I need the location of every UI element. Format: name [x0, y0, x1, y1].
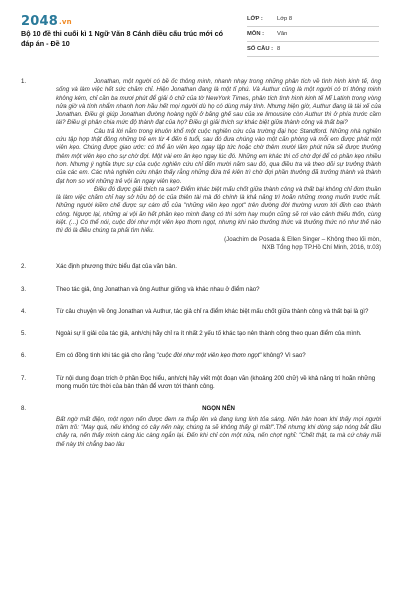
question-6	[21, 352, 381, 360]
info-row-subject	[247, 27, 379, 42]
question-number: 5.	[21, 330, 27, 338]
header	[0, 0, 400, 58]
passage-paragraph-1: Jonathan, một người có bề ốc thông minh, nhanh nhạy trong những phân tích về tình hình kinh tế, ông sống và làm việc hết sức chăm chỉ. Hiện Jonathan đang là một tỉ phú. Và Authur cũng là một người có trí thông minh không kém, chỉ cần ba mươi phút để giải ô chữ của tờ NewYork Times, phân tích tình hình kinh tế Mĩ Latinh trong vòng nửa giờ và tính nhẩm nhanh hơn hầu hết mọi người dù họ có dùng máy tính. Nhưng hiện giờ, Authur đang là tài xế của Jonathan. Điều gì giúp Jonathan đường hoàng ngồi ở băng ghế sau của xe limousine còn Authur thì ở phía trước cầm lái? Điều gì phân chia mức độ thành đạt của họ? Điều gì giải thích sự khác biệt giữa thành công và thất bại?	[56, 78, 381, 127]
question-number: 8.	[21, 405, 27, 413]
question-3	[21, 286, 381, 294]
passage-paragraph-3: Điều đó được giải thích ra sao? Điểm khác biệt mấu chốt giữa thành công và thất bại không chỉ đơn thuần là làm việc chăm chỉ hay sở hữu bộ óc của thiên tài mà đó chính là khả năng trì hoãn những mong muốn trước mắt. Những người kiềm chế được sự cám dỗ của "những viên kẹo ngọt" trên đường đời thường vươn tới đỉnh cao thành công. Ngược lại, những ai vội ăn hết phần kẹo mình đang có thì sớm hay muộn cũng sẽ rơi vào cảnh thiếu thốn, cùng kiệt. (...) Có thể nói, cuộc đời như một viên kẹo thơm ngọt, nhưng khi nào thưởng thức và thưởng thức nó như thế nào thì đó là điều chúng ta phải tìm hiểu.	[56, 185, 381, 235]
passage-paragraph-2: Câu trả lời nằm trong khuôn khổ một cuộc nghiên cứu của trường đại học Standford. Những nhà nghiên cứu tập hợp thật đông những trẻ em từ 4 đến 6 tuổi, sau đó đưa chúng vào một căn phòng và mỗi em được phát một viên kẹo. Chúng được giao ước: có thể ăn viên kẹo ngay lập tức hoặc chờ thêm mười lăm phút nữa sẽ được thưởng thêm một viên kẹo cho sự chờ đợi. Một vài em ăn kẹo ngay lúc đó. Những em khác thì cố chờ đợi để có phần kẹo nhiều hơn. Nhưng ý nghĩa thực sự của cuộc nghiên cứu chỉ đến mười năm sau đó, qua điều tra và theo dõi sự trưởng thành của các em. Các nhà nghiên cứu nhận thấy rằng những đứa trẻ kiên trì chờ đợi phần thưởng đã trưởng thành và thành đạt hơn so với những trẻ vội ăn ngay viên kẹo.	[56, 127, 381, 185]
question-number: 4.	[21, 307, 27, 315]
logo-number: 2048	[21, 14, 58, 29]
question-8	[21, 405, 381, 448]
question-text: Theo tác giả, ông Jonathan và ông Authur giống và khác nhau ở điểm nào?	[56, 285, 260, 293]
question-number: 1.	[21, 78, 27, 85]
question-text-start: Em có đồng tình khi tác giả cho rằng "	[56, 352, 159, 360]
question-2	[21, 263, 381, 271]
question-number: 3.	[21, 285, 27, 293]
question-1	[21, 78, 381, 252]
question-7	[21, 375, 381, 392]
question-text: Từ nội dung đoạn trích ở phần Đọc hiểu, anh/chị hãy viết một đoạn văn (khoảng 200 chữ) về khả năng trì hoãn những mong muốn tức thời của bản thân để vươn tới thành công.	[56, 374, 376, 391]
logo-extension: .vn	[58, 18, 72, 26]
info-value: 8	[277, 46, 281, 52]
info-key: SỐ CÂU :	[247, 46, 274, 52]
question-number: 7.	[21, 374, 27, 382]
passage-source-line-2: NXB Tổng hợp TP.Hồ Chí Minh, 2016, tr.03)	[262, 243, 381, 251]
question-quote: cuộc đời như một viên kẹo thơm ngọt	[158, 352, 260, 360]
question-5	[21, 330, 381, 338]
question-text: Xác định phương thức biểu đạt của văn bản.	[56, 263, 177, 271]
info-table	[247, 12, 379, 57]
story-text: Bất ngờ mất điện, một ngọn nến được đem ra thắp lên và đang lung linh tỏa sáng. Nến hân hoan khi thấy mọi người trầm trồ: "May quá, nếu không có cây nến này, chúng ta sẽ không thấy gì mất!".Thế nhưng khi dòng sáp nóng bắt đầu chảy ra, nến thấy mình càng lúc càng ngắn lại. Đến khi chỉ còn một nửa, nến chợt nghĩ: "Chết thật, ta mà cứ cháy mãi thế này thì chẳng bao lâu	[56, 415, 381, 448]
info-value: Văn	[277, 31, 288, 37]
site-logo[interactable]	[21, 14, 72, 29]
info-row-class	[247, 12, 379, 27]
questions-list	[21, 78, 381, 449]
question-number: 2.	[21, 263, 27, 271]
passage-source-line-1: (Joachim de Posada & Ellen Singer – Không theo lối mòn,	[224, 235, 381, 243]
info-row-count	[247, 42, 379, 57]
story-title: NGỌN NẾN	[202, 405, 235, 413]
question-text-end: " không? Vì sao?	[259, 352, 306, 360]
info-value: Lớp 8	[277, 16, 293, 22]
info-key: MÔN :	[247, 31, 265, 37]
question-4	[21, 308, 381, 316]
question-text: Từ câu chuyện về ông Jonathan và Authur, tác giả chỉ ra điểm khác biệt mấu chốt giữa thành công và thất bại là gì?	[56, 307, 369, 315]
info-key: LỚP :	[247, 16, 263, 22]
document-title: Bộ 10 đề thi cuối kì 1 Ngữ Văn 8 Cánh diều cấu trúc mới có đáp án - Đề 10	[21, 29, 224, 48]
question-number: 6.	[21, 352, 27, 360]
question-text: Ngoài sự lí giải của tác giả, anh/chị hãy chỉ ra ít nhất 2 yếu tố khác tạo nên thành công theo quan điểm của mình.	[56, 330, 362, 338]
